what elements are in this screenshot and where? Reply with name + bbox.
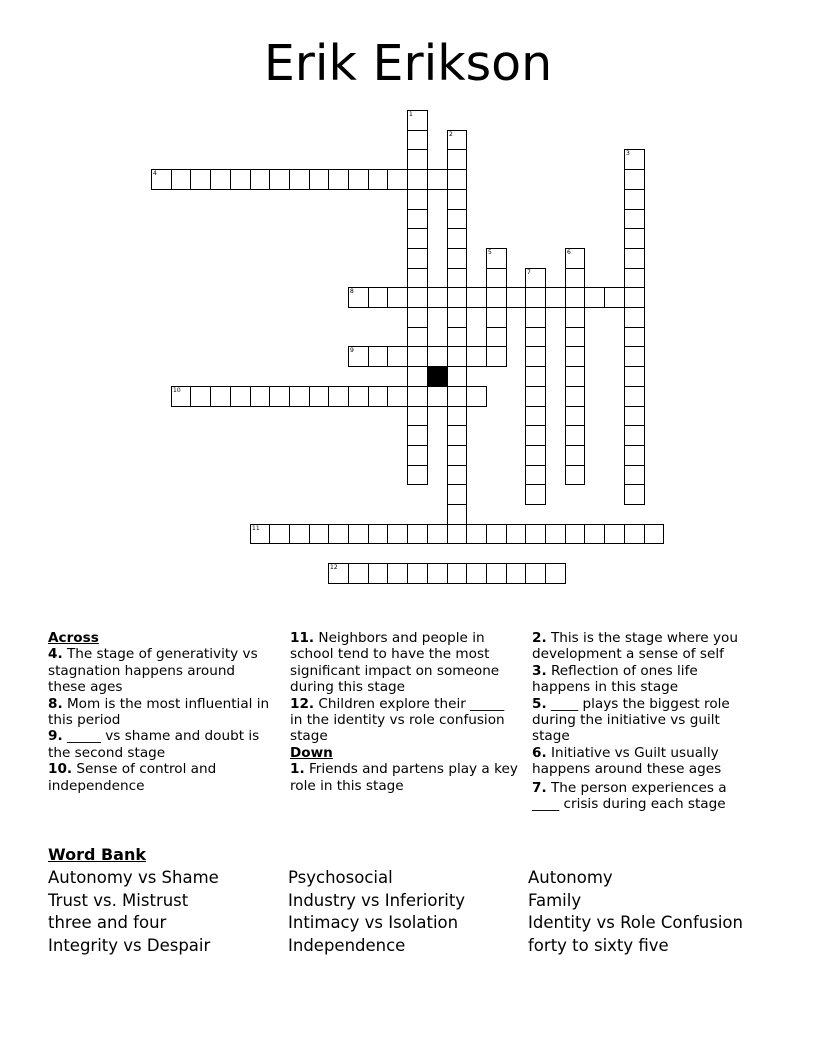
grid-cell[interactable] <box>368 386 388 407</box>
grid-cell[interactable] <box>269 169 290 190</box>
clue-number: 1 <box>409 111 413 118</box>
clue-number: 8 <box>350 288 354 295</box>
grid-cell[interactable] <box>289 524 310 544</box>
word-bank-item: Intimacy vs Isolation <box>288 913 459 933</box>
grid-cell[interactable] <box>210 386 231 407</box>
grid-cell[interactable] <box>525 327 546 347</box>
grid-cell[interactable] <box>584 524 605 544</box>
grid-cell[interactable] <box>447 130 467 150</box>
grid-cell[interactable] <box>447 563 467 584</box>
grid-cell[interactable] <box>348 287 369 308</box>
grid-cell[interactable] <box>624 209 645 229</box>
grid-cell[interactable] <box>210 169 231 190</box>
word-bank-heading: Word Bank <box>48 845 147 864</box>
clue-across-10: 10. Sense of control and independence <box>48 761 217 794</box>
grid-cell[interactable] <box>525 465 546 485</box>
grid-cell[interactable] <box>407 169 428 190</box>
word-bank-item: Trust vs. Mistrust <box>48 890 189 910</box>
word-bank-item: three and four <box>48 913 167 933</box>
grid-cell[interactable] <box>309 386 329 407</box>
grid-cell[interactable] <box>565 524 585 544</box>
grid-cell[interactable] <box>447 209 467 229</box>
grid-cell[interactable] <box>447 248 467 269</box>
grid-cell[interactable] <box>407 524 428 544</box>
grid-cell[interactable] <box>447 149 467 170</box>
grid-cell[interactable] <box>230 169 251 190</box>
grid-cell[interactable] <box>466 386 487 407</box>
grid-cell[interactable] <box>387 169 408 190</box>
grid-cell[interactable] <box>407 425 428 446</box>
word-bank-column-2 <box>288 867 465 957</box>
clue-across-12: 12. Children explore their _____ in the identity vs role confusion stage <box>290 695 505 745</box>
grid-cell[interactable] <box>407 268 428 288</box>
clue-number: 3 <box>626 150 630 157</box>
grid-cell[interactable] <box>506 524 526 544</box>
grid-cell[interactable] <box>447 445 467 466</box>
grid-cell[interactable] <box>565 425 585 446</box>
clue-down-2: 2. This is the stage where you development a sense of self <box>532 630 738 663</box>
grid-cell[interactable] <box>387 346 408 367</box>
grid-cell[interactable] <box>250 386 270 407</box>
grid-cell[interactable] <box>624 327 645 347</box>
grid-cell[interactable] <box>407 386 428 407</box>
grid-cell[interactable] <box>407 248 428 269</box>
grid-cell[interactable] <box>230 386 251 407</box>
grid-cell[interactable] <box>387 386 408 407</box>
clue-down-1: 1. Friends and partens play a key role in this stage <box>290 761 518 794</box>
word-bank-column-3 <box>528 867 743 957</box>
clue-across-11: 11. Neighbors and people in school tend to have the most significant impact on someone during this stage <box>290 630 500 696</box>
grid-cell[interactable] <box>447 169 467 190</box>
grid-cell[interactable] <box>565 386 585 407</box>
clue-number: 11 <box>252 525 260 532</box>
grid-cell[interactable] <box>387 563 408 584</box>
grid-cell[interactable] <box>466 346 487 367</box>
clue-number: 10 <box>173 387 181 394</box>
grid-cell[interactable] <box>624 228 645 249</box>
grid-cell[interactable] <box>447 287 467 308</box>
grid-cell[interactable] <box>525 524 546 544</box>
word-bank-item: Autonomy vs Shame <box>48 868 219 887</box>
word-bank-item: forty to sixty five <box>528 935 669 955</box>
clue-number: 7 <box>527 269 531 276</box>
grid-cell[interactable] <box>447 524 467 544</box>
grid-cell[interactable] <box>447 189 467 210</box>
clue-number: 5 <box>488 249 492 256</box>
grid-cell[interactable] <box>624 287 645 308</box>
grid-cell[interactable] <box>565 307 585 328</box>
clues-column-1 <box>48 630 273 794</box>
grid-cell[interactable] <box>447 366 467 387</box>
grid-cell[interactable] <box>407 346 428 367</box>
grid-cell[interactable] <box>348 169 369 190</box>
grid-cell[interactable] <box>624 366 645 387</box>
grid-cell[interactable] <box>565 445 585 466</box>
grid-cell[interactable] <box>190 169 211 190</box>
grid-cell[interactable] <box>407 445 428 466</box>
grid-cell[interactable] <box>447 386 467 407</box>
grid-cell[interactable] <box>427 563 448 584</box>
grid-cell[interactable] <box>250 169 270 190</box>
grid-cell[interactable] <box>348 563 369 584</box>
grid-cell[interactable] <box>289 169 310 190</box>
grid-cell[interactable] <box>525 366 546 387</box>
grid-cell[interactable] <box>447 425 467 446</box>
clue-down-5: 5. ____ plays the biggest role during the initiative vs guilt stage <box>532 695 730 745</box>
grid-cell[interactable] <box>427 287 448 308</box>
word-bank-item: Integrity vs Despair <box>48 935 211 955</box>
grid-cell[interactable] <box>525 445 546 466</box>
grid-cell[interactable] <box>525 484 546 505</box>
grid-cell[interactable] <box>328 386 349 407</box>
grid-cell[interactable] <box>447 327 467 347</box>
grid-cell[interactable] <box>624 169 645 190</box>
grid-cell[interactable] <box>486 563 507 584</box>
grid-cell[interactable] <box>427 169 448 190</box>
word-bank-item: Independence <box>288 935 406 955</box>
grid-cell[interactable] <box>486 327 507 347</box>
grid-cell[interactable] <box>427 524 448 544</box>
grid-cell[interactable] <box>387 524 408 544</box>
grid-cell[interactable] <box>309 169 329 190</box>
clue-across-4: 4. The stage of generativity vs stagnation happens around these ages <box>48 646 258 696</box>
grid-cell[interactable] <box>368 287 388 308</box>
grid-cell[interactable] <box>407 189 428 210</box>
clues-column-2 <box>290 630 518 794</box>
grid-cell[interactable] <box>565 327 585 347</box>
grid-cell[interactable] <box>368 563 388 584</box>
clue-number: 2 <box>449 131 453 138</box>
grid-cell[interactable] <box>644 524 664 544</box>
grid-cell[interactable] <box>407 110 428 131</box>
grid-cell[interactable] <box>407 130 428 150</box>
grid-cell[interactable] <box>584 287 605 308</box>
grid-cell[interactable] <box>407 366 428 387</box>
grid-cell[interactable] <box>427 346 448 367</box>
grid-cell[interactable] <box>624 149 645 170</box>
grid-cell[interactable] <box>407 287 428 308</box>
clue-across-9: 9. _____ vs shame and doubt is the second stage <box>48 728 260 761</box>
grid-cell[interactable] <box>525 287 546 308</box>
grid-cell[interactable] <box>328 169 349 190</box>
grid-cell[interactable] <box>604 524 625 544</box>
grid-cell[interactable] <box>624 425 645 446</box>
grid-cell[interactable] <box>624 524 645 544</box>
grid-cell[interactable] <box>624 307 645 328</box>
grid-cell[interactable] <box>368 346 388 367</box>
grid-cell[interactable] <box>269 386 290 407</box>
grid-cell[interactable] <box>624 386 645 407</box>
page-title: Erik Erikson <box>263 35 553 92</box>
grid-cell[interactable] <box>486 524 507 544</box>
grid-cell[interactable] <box>407 465 428 485</box>
grid-cell[interactable] <box>624 346 645 367</box>
grid-cell[interactable] <box>289 386 310 407</box>
grid-cell[interactable] <box>447 228 467 249</box>
grid-cell[interactable] <box>624 484 645 505</box>
grid-cell[interactable] <box>250 524 270 544</box>
grid-cell[interactable] <box>565 465 585 485</box>
clue-across-8: 8. Mom is the most influential in this period <box>48 695 270 729</box>
grid-cell[interactable] <box>309 524 329 544</box>
grid-cell[interactable] <box>525 268 546 288</box>
clue-down-3: 3. Reflection of ones life happens in this stage <box>532 662 698 696</box>
clues-column-3 <box>532 630 757 812</box>
word-bank-column-1 <box>48 867 219 957</box>
grid-cell[interactable] <box>269 524 290 544</box>
grid-cell[interactable] <box>545 524 566 544</box>
clue-number: 4 <box>153 170 157 177</box>
grid-cell[interactable] <box>624 189 645 210</box>
word-bank-item: Family <box>528 890 582 910</box>
across-heading: Across <box>48 630 99 646</box>
grid-cell[interactable] <box>190 386 211 407</box>
grid-cell[interactable] <box>328 524 349 544</box>
grid-cell[interactable] <box>407 228 428 249</box>
clue-number: 6 <box>567 249 571 256</box>
grid-cell[interactable] <box>407 307 428 328</box>
grid-cell[interactable] <box>525 346 546 367</box>
grid-cell[interactable] <box>525 563 546 584</box>
grid-cell[interactable] <box>545 563 566 584</box>
grid-cell[interactable] <box>506 563 526 584</box>
grid-cell[interactable] <box>407 327 428 347</box>
grid-cell[interactable] <box>486 346 507 367</box>
grid-cell[interactable] <box>328 563 349 584</box>
grid-cell[interactable] <box>565 268 585 288</box>
grid-cell[interactable] <box>624 465 645 485</box>
grid-cell[interactable] <box>368 169 388 190</box>
word-bank-item: Identity vs Role Confusion <box>528 913 743 933</box>
grid-cell[interactable] <box>525 425 546 446</box>
grid-cell[interactable] <box>545 287 566 308</box>
grid-cell[interactable] <box>565 248 585 269</box>
grid-cell[interactable] <box>525 386 546 407</box>
grid-cell[interactable] <box>447 268 467 288</box>
word-bank-item: Autonomy <box>528 868 613 887</box>
grid-cell[interactable] <box>348 346 369 367</box>
grid-cell[interactable] <box>466 524 487 544</box>
grid-cell[interactable] <box>171 169 191 190</box>
clue-down-7: 7. The person experiences a ____ crisis during each stage <box>532 779 727 813</box>
grid-cell[interactable] <box>427 386 448 407</box>
grid-cell[interactable] <box>447 346 467 367</box>
grid-cell[interactable] <box>604 287 625 308</box>
grid-cell[interactable] <box>466 287 487 308</box>
grid-cell[interactable] <box>447 406 467 426</box>
grid-cell[interactable] <box>486 307 507 328</box>
grid-cell[interactable] <box>624 445 645 466</box>
grid-cell[interactable] <box>565 346 585 367</box>
clue-down-6: 6. Initiative vs Guilt usually happens around these ages <box>532 744 722 778</box>
grid-cell[interactable] <box>624 248 645 269</box>
black-square <box>427 366 448 387</box>
grid-cell[interactable] <box>407 149 428 170</box>
grid-cell[interactable] <box>486 287 507 308</box>
grid-cell[interactable] <box>525 406 546 426</box>
grid-cell[interactable] <box>407 209 428 229</box>
grid-cell[interactable] <box>565 366 585 387</box>
down-heading: Down <box>290 744 333 761</box>
clue-number: 12 <box>330 564 338 571</box>
grid-cell[interactable] <box>407 406 428 426</box>
grid-cell[interactable] <box>447 465 467 485</box>
grid-cell[interactable] <box>447 307 467 328</box>
clue-number: 9 <box>350 347 354 354</box>
grid-cell[interactable] <box>447 504 467 525</box>
grid-cell[interactable] <box>466 563 487 584</box>
grid-cell[interactable] <box>348 386 369 407</box>
grid-cell[interactable] <box>624 406 645 426</box>
grid-cell[interactable] <box>171 386 191 407</box>
grid-cell[interactable] <box>486 248 507 269</box>
grid-cell[interactable] <box>486 268 507 288</box>
grid-cell[interactable] <box>565 406 585 426</box>
grid-cell[interactable] <box>368 524 388 544</box>
grid-cell[interactable] <box>506 287 526 308</box>
grid-cell[interactable] <box>447 484 467 505</box>
grid-cell[interactable] <box>624 268 645 288</box>
word-bank-item: Industry vs Inferiority <box>288 890 466 910</box>
word-bank-item: Psychosocial <box>288 868 393 887</box>
grid-cell[interactable] <box>407 563 428 584</box>
grid-cell[interactable] <box>525 307 546 328</box>
grid-cell[interactable] <box>348 524 369 544</box>
grid-cell[interactable] <box>387 287 408 308</box>
grid-cell[interactable] <box>565 287 585 308</box>
grid-cell[interactable] <box>151 169 172 190</box>
